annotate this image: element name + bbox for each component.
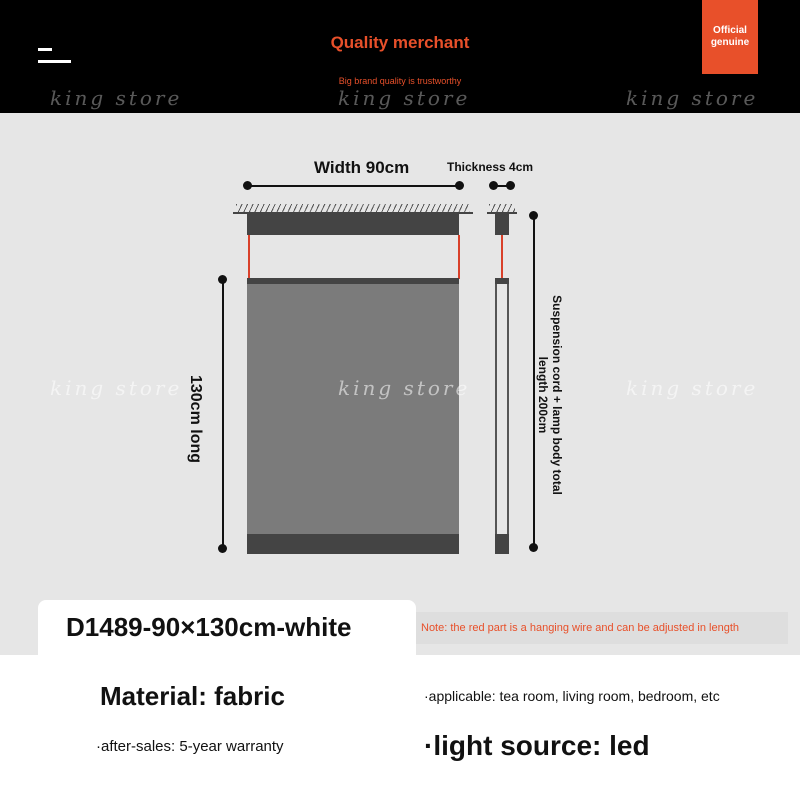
- watermark: king store: [338, 376, 471, 400]
- dimension-endpoint: [218, 275, 227, 284]
- official-genuine-badge: [702, 0, 758, 74]
- dimension-endpoint: [489, 181, 498, 190]
- applicable-spec: ·applicable: tea room, living room, bedroom, etc: [424, 688, 720, 704]
- ceiling-hatch: [489, 204, 515, 212]
- badge-line-2: genuine: [710, 37, 750, 48]
- bottom-rail: [247, 534, 459, 554]
- light-source-spec: ·light source: led: [424, 730, 650, 761]
- lamp-fabric-panel: [247, 284, 459, 534]
- width-dimension-line: [248, 185, 459, 187]
- ceiling-hatch: [236, 204, 470, 212]
- watermark: king store: [50, 86, 183, 110]
- badge-line-1: Official: [713, 25, 747, 36]
- width-label: Width 90cm: [314, 158, 410, 177]
- watermark: king store: [338, 86, 471, 110]
- side-fabric: [495, 284, 509, 534]
- total-length-line-2: length 200cm: [536, 356, 550, 434]
- total-length-label: [536, 275, 564, 515]
- watermark: king store: [626, 86, 759, 110]
- hanging-wire: [458, 235, 460, 279]
- hanging-wire-note: Note: the red part is a hanging wire and can be adjusted in length: [416, 612, 788, 644]
- length-dimension-line: [222, 279, 224, 549]
- thickness-label: Thickness 4cm: [447, 160, 534, 174]
- watermark: king store: [626, 376, 759, 400]
- total-length-line-1: Suspension cord + lamp body total: [550, 295, 564, 495]
- hanging-wire: [248, 235, 250, 279]
- header: [0, 0, 800, 113]
- after-sales-spec: ·after-sales: 5-year warranty: [96, 738, 284, 755]
- total-length-dimension-line: [533, 216, 535, 548]
- spec-section: [0, 655, 800, 800]
- length-label: 130cm long: [187, 374, 204, 464]
- dimension-endpoint: [529, 211, 538, 220]
- model-name: D1489-90×130cm-white: [66, 612, 352, 642]
- side-canopy: [495, 214, 509, 235]
- dimension-endpoint: [218, 544, 227, 553]
- hanging-wire: [501, 235, 503, 279]
- material-spec: Material: fabric: [100, 681, 285, 711]
- dimension-endpoint: [455, 181, 464, 190]
- header-title: Quality merchant: [330, 33, 470, 52]
- watermark: king store: [50, 376, 183, 400]
- side-bottom-rail: [495, 534, 509, 554]
- dimension-endpoint: [506, 181, 515, 190]
- dimension-endpoint: [243, 181, 252, 190]
- dimension-endpoint: [529, 543, 538, 552]
- header-subtitle: Big brand quality is trustworthy: [338, 76, 462, 86]
- ceiling-canopy: [247, 214, 459, 235]
